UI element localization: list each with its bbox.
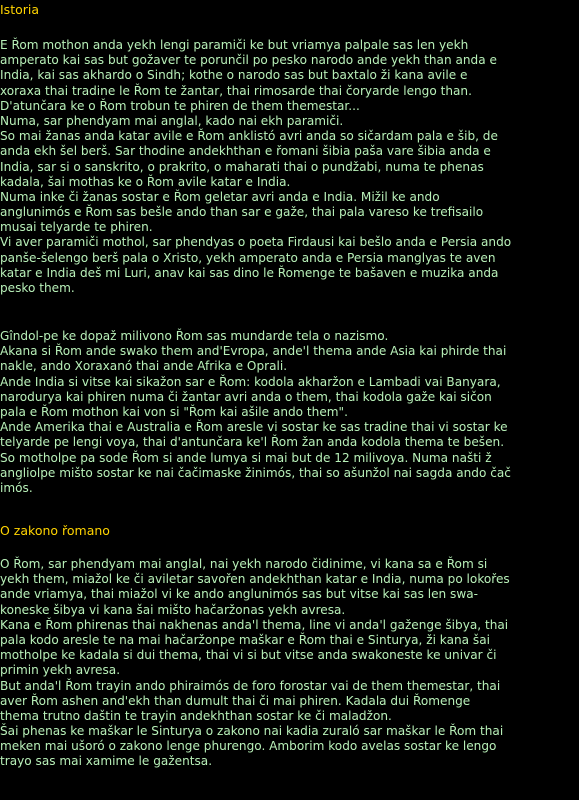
paragraph-line: xoraxa thai tradine le Řom te žantar, thai rimosarde thai čoryarde lengo than. [0, 83, 472, 98]
paragraph-line: thema trutno daštin te trayin andekhthan sostar ke či maladžon. [0, 708, 392, 723]
paragraph-line: aver Řom ashen and'ekh than dumult thai či mai phiren. Kadala dui Řomenge [0, 693, 471, 708]
paragraph-line: katar e India deš mi Luri, anav kai sas dino le Řomenge te bašaven e muzika anda [0, 265, 499, 280]
paragraph-line: pala kodo aresle te na mai hačaržonpe maškar e Řom thai e Sinturya, ži kana šai [0, 632, 490, 647]
paragraph-line: imós. [0, 480, 33, 495]
section-nazismo-body [0, 329, 579, 496]
paragraph-line: amperato kai sas but gožaver te porunčil po pesko narodo ande yekh than anda e [0, 53, 497, 68]
paragraph-line: O Řom, sar phendyam mai anglal, nai yekh narodo čidinime, vi kana sa e Řom si [0, 557, 488, 571]
paragraph-line: But anda'l Řom trayin ando phiraimós de foro forostar vai de them themestar, thai [0, 678, 501, 693]
paragraph-line: kadala, šai mothas ke o Řom avile katar e India. [0, 174, 291, 189]
paragraph-line: koneske šibya vi kana šai mišto hačaržonas yekh avresa. [0, 602, 346, 617]
paragraph-line: Ande India si vitse kai sikažon sar e Řom: kodola akharžon e Lambadi vai Banyara, [0, 374, 501, 389]
paragraph-line: ande vriamya, thai miažol vi ke ando anglunimós sas but vitse kai sas len swa- [0, 587, 479, 602]
paragraph-line: narodurya kai phiren numa či žantar avri anda o them, thai kodola gaže kai sičon [0, 389, 492, 404]
section-heading-zakono: O zakono řomano [0, 523, 110, 538]
paragraph-line: angliolpe mišto sostar ke nai čačimaske žinimós, thai so ašunžol nai sagda ando čač [0, 465, 511, 480]
paragraph-line: pala e Řom mothon kai von si "Řom kai ašile ando them". [0, 404, 348, 419]
paragraph-line: nakle, ando Xoraxanó thai ande Afrika e Oprali. [0, 359, 288, 374]
paragraph-line: meken mai ušoró o zakono lenge phurengo. Amborim kodo avelas sostar ke lengo [0, 739, 497, 754]
paragraph-line: D'atunčara ke o Řom trobun te phiren de them themestar... [0, 98, 360, 113]
paragraph-line: Akana si Řom ande swako them and'Evropa, ande'l thema ande Asia kai phirde thai [0, 344, 507, 359]
paragraph-line: Numa inke či žanas sostar e Řom geletar avri anda e India. Mižil ke ando [0, 189, 440, 204]
paragraph-line: anglunimós e Řom sas bešle ando than sar e gaže, thai pala vareso ke trefisailo [0, 205, 484, 220]
paragraph-line: trayo sas mai xamime le gažentsa. [0, 754, 213, 769]
section-heading-istoria: Istoria [0, 2, 40, 17]
paragraph-line: Gîndol-pe ke dopaž milivono Řom sas mundarde tela o nazismo. [0, 329, 389, 343]
paragraph-line: Ande Amerika thai e Australia e Řom aresle vi sostar ke sas tradine thai vi sostar ke [0, 420, 508, 435]
paragraph-line: Numa, sar phendyam mai anglal, kado nai ekh paramiči. [0, 113, 344, 128]
section-zakono-body [0, 557, 579, 770]
paragraph-line: telyarde pe lengi voya, thai d'antunčara ke'l Řom žan anda kodola thema te bešen. [0, 435, 505, 450]
paragraph-line: Šai phenas ke maškar le Sinturya o zakono nai kadia zuraló sar maškar le Řom thai [0, 724, 504, 739]
paragraph-line: primin yekh avresa. [0, 663, 121, 678]
paragraph-line: panše-šelengo berš pala o Xristo, yekh amperato anda e Persia manglyas te aven [0, 250, 496, 265]
paragraph-line: pesko them. [0, 281, 75, 295]
paragraph-line: E Řom mothon anda yekh lengi paramiči ke but vriamya palpale sas len yekh [0, 38, 469, 52]
paragraph-line: India, kai sas akhardo o Sindh; kothe o narodo sas but baxtalo ži kana avile e [0, 68, 468, 83]
paragraph-line: Vi aver paramiči mothol, sar phendyas o poeta Firdausi kai bešlo anda e Persia ando [0, 235, 512, 250]
paragraph-line: anda ekh šel berš. Sar thodine andekhthan e řomani šibia paša vare šibia anda e [0, 144, 491, 159]
paragraph-line: India, sar si o sanskrito, o prakrito, o maharati thai o pundžabi, numa te phenas [0, 159, 484, 174]
paragraph-line: motholpe ke kadala si dui thema, thai vi si but vitse anda swakoneste ke univar či [0, 648, 497, 663]
paragraph-line: Kana e Řom phirenas thai nakhenas anda'l thema, line vi anda'l gaženge šibya, thai [0, 617, 509, 632]
paragraph-line: So mai žanas anda katar avile e Řom anklistó avri anda so sičardam pala e šib, de [0, 129, 498, 144]
paragraph-line: musai telyarde te phiren. [0, 220, 153, 235]
section-istoria-body [0, 38, 579, 296]
paragraph-line: So motholpe pa sode Řom si ande lumya si mai but de 12 milivoya. Numa našti ž [0, 450, 492, 465]
paragraph-line: yekh them, miažol ke či aviletar savořen andekhthan katar e India, numa po lokořes [0, 572, 510, 587]
